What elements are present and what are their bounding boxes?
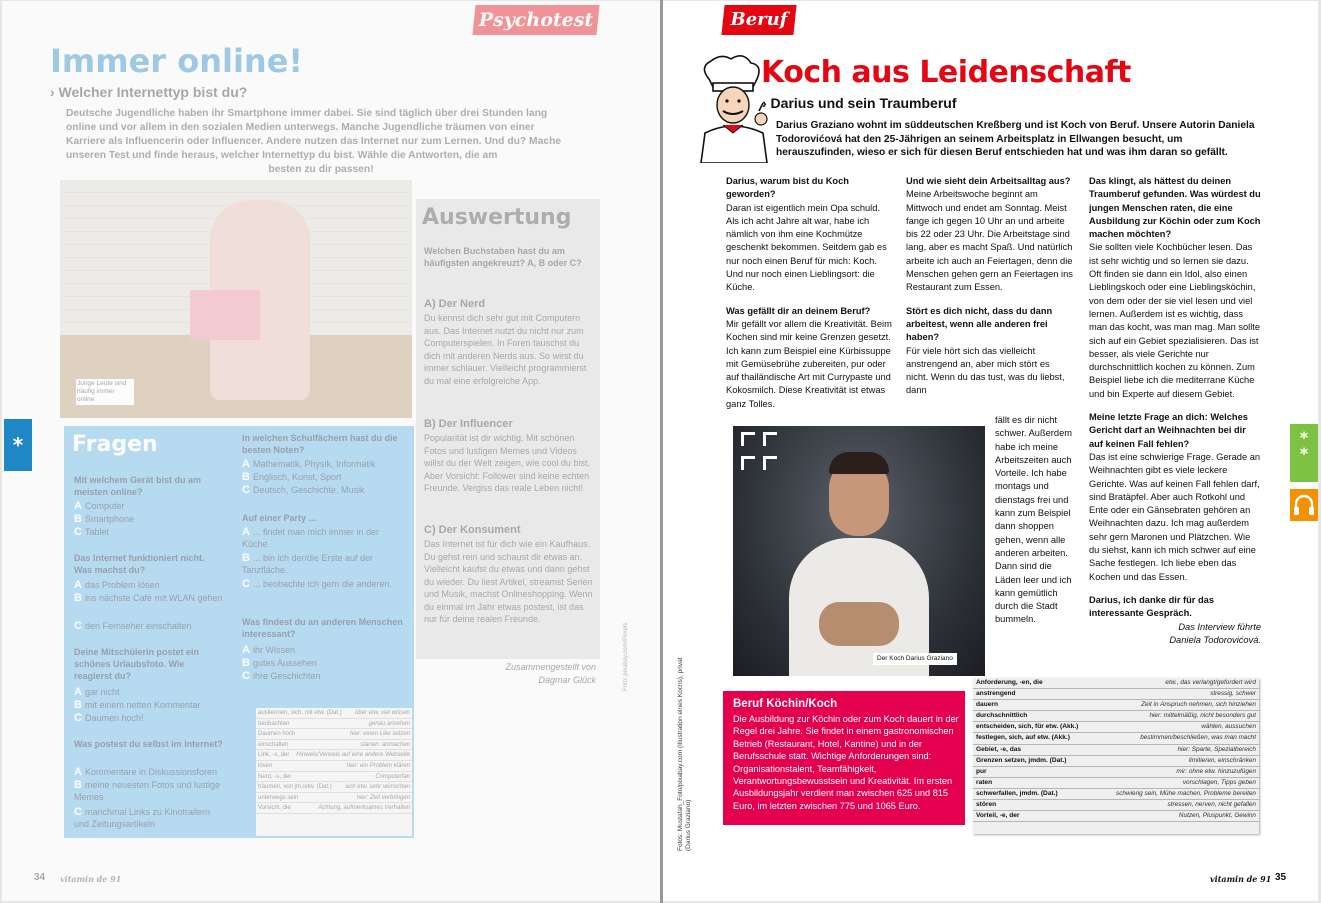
photo-credit: Foto: pixabay.com/Pexels: [623, 622, 629, 691]
auswertung-text: Popularität ist dir wichtig. Mit schönen Fotos und lustigen Memes und Videos willst du der Welt zeigen, wie cool du bist. Aber Vorsicht: Follower sind keine echten Freunde. Vergiss das reale Leben nicht!: [424, 433, 590, 493]
answer-option[interactable]: C manchmal Links zu Kinotrailern und Zeitungsartikeln: [74, 806, 211, 829]
vocab-list-right: [973, 678, 1259, 834]
answer-option[interactable]: A ... findet man mich immer in der Küche.: [242, 526, 379, 549]
interview-answer: Das ist eine schwierige Frage. Gerade an Weihnachten gibt es viele leckere Gerichte. Was auf keinen Fall fehlen darf, sind Bratäpfel. Aber auch Rotkohl und Ente oder ein Gänsebraten gehören an Weihnachten dazu. Ich mag außerdem sehr gern Maronen und Plätzchen. Wie du siehst, kann ich mich schwer auf eine Sache festlegen. Ich liebe eben das Kochen und das Essen.: [1089, 451, 1261, 582]
tab-label: Psychotest: [478, 9, 594, 31]
vocab-row: auskennen, sich, mit etw. (Dat.) über etw. viel wissen: [256, 708, 412, 719]
answer-option[interactable]: B Englisch, Kunst, Sport: [242, 471, 342, 483]
vocab-list-left: [256, 708, 412, 836]
vocab-row: träumen, von jm./etw. (Dat.) sich etw. sehr wünschen: [256, 782, 412, 793]
credit-line: Zusammengestellt von: [505, 662, 596, 672]
answer-option[interactable]: A ihr Wissen: [242, 644, 295, 656]
auswertung-text: Du kennst dich sehr gut mit Computern aus. Das Internet nutzt du nicht nur zum Computerspielen. In Foren tauschst du dich mit anderen Nerds aus. So wirst du immer schlauer. Vielleicht programmierst du mal eine erfolgreiche App.: [424, 313, 587, 386]
green-star-tab[interactable]: [1290, 424, 1318, 482]
photo-caption: Junge Leute sind häufig immer online: [76, 379, 134, 405]
info-box-title: Beruf Köchin/Koch: [733, 698, 838, 710]
vocab-row: Link, -s, der Hinweis/Verweis auf eine andere Webseite: [256, 750, 412, 761]
corner-bracket-icon: [763, 432, 777, 446]
interview-question: Und wie sieht dein Arbeitsalltag aus?: [906, 176, 1071, 186]
article-subtitle: › Darius und sein Traumberuf: [762, 95, 957, 111]
auswertung-box: [416, 199, 600, 659]
vocab-row: lösen hier: ein Problem klären: [256, 761, 412, 772]
vocab-row: beobachten genau ansehen: [256, 719, 412, 730]
vocab-row: Vorsicht, die Achtung, aufmerksames Verhalten: [256, 803, 412, 814]
vocab-row: schwerfallen, jmdm. (Dat.) schwierig sein, Mühe machen, Probleme bereiten: [973, 789, 1259, 800]
question: Was findest du an anderen Menschen interessant?: [242, 617, 403, 639]
question: Auf einer Party ...: [242, 513, 317, 523]
left-page-title: Immer online!: [50, 42, 303, 80]
interview-signature: Das Interview führte: [1178, 621, 1261, 632]
intro-text-end: besten zu dir passen!: [268, 164, 374, 175]
magazine-name: vitamin de 91: [60, 874, 122, 884]
answer-option[interactable]: C Deutsch, Geschichte, Musik: [242, 484, 365, 496]
answer-option[interactable]: B gutes Aussehen: [242, 657, 318, 669]
chef-portrait-photo: [733, 426, 985, 676]
answer-option[interactable]: A Kommentare in Diskussionsforen: [74, 766, 218, 778]
answer-option[interactable]: A gar nicht: [74, 686, 120, 698]
vocab-row: entscheiden, sich, für etw. (Akk.) wählen, aussuchen: [973, 722, 1259, 733]
question: In welchen Schulfächern hast du die besten Noten?: [242, 433, 398, 455]
page-number: 34: [34, 872, 46, 883]
star-tab[interactable]: *: [4, 419, 32, 471]
star-icon: * *: [1299, 428, 1309, 463]
vocab-row: Anforderung, -en, die etw., das verlangt/gefordert wird: [973, 678, 1259, 689]
vocab-row: Daumen hoch hier: einen Like setzen: [256, 729, 412, 740]
interview-column-2-continued: fällt es dir nicht schwer. Außerdem habe ich meine Arbeitszeiten auch Vorteile. Ich habe montags und dienstags frei und kann zum Beispiel dann shoppen gehen, wenn alle anderen arbeiten. Dann sind die Läden leer und ich kann gemütlich durch die Stadt bummeln.: [995, 415, 1072, 625]
answer-option[interactable]: B ... bin ich der/die Erste auf der Tanzfläche.: [242, 552, 374, 575]
interview-answer: Meine Arbeitswoche beginnt am Mittwoch und endet am Sonntag. Meist fange ich gegen 10 Uhr an und arbeite bis 22 oder 23 Uhr. Die Arbeitstage sind lang, aber es macht Spaß. Und natürlich arbeite ich auch an Feiertagen, denn die Menschen gehen gern an Feiertagen ins Restaurant zum Essen.: [906, 189, 1073, 293]
interview-column-1: [726, 175, 894, 411]
article-title: Koch aus Leidenschaft: [761, 55, 1131, 90]
interview-column-2: [906, 175, 1074, 398]
answer-option[interactable]: B ins nächste Café mit WLAN gehen: [74, 592, 223, 604]
left-page-intro: [66, 107, 576, 177]
vocab-row: dauern Zeit in Anspruch nehmen, sich hinziehen: [973, 700, 1259, 711]
vocab-row: Vorteil, -e, der Nutzen, Pluspunkt, Gewinn: [973, 811, 1259, 822]
auswertung-question: Welchen Buchstaben hast du am häufigsten angekreuzt? A, B oder C?: [424, 246, 582, 268]
answer-option[interactable]: B meine neuesten Fotos und lustige Memes: [74, 779, 221, 802]
auswertung-heading: A) Der Nerd: [424, 298, 486, 310]
auswertung-text: Das Internet ist für dich wie ein Kaufhaus. Du gehst rein und schaust dir etwas an. Vielleicht kaufst du etwas und dann gehst du wieder. Du liest Artikel, streamst Serien und Musik, machst Onlineshopping. Wenn du einmal im Jahr etwas postest, ist das nur für deine realen Freunde.: [424, 539, 593, 624]
question: Mit welchem Gerät bist du am meisten online?: [74, 475, 202, 497]
corner-bracket-icon: [741, 432, 755, 446]
section-tab-psychotest: [472, 5, 599, 35]
interview-closing: Darius, ich danke dir für das interessante Gespräch.: [1089, 594, 1215, 619]
vocab-row: anstrengend stressig, schwer: [973, 689, 1259, 700]
tab-label: Beruf: [730, 9, 788, 30]
interview-column-3: [1089, 175, 1261, 647]
magazine-name: vitamin de 91: [1210, 874, 1272, 884]
interview-answer: Für viele hört sich das vielleicht anstrengend an, aber mich stört es nicht. Wenn du das tust, was du liebst, dann: [906, 345, 1065, 396]
chef-illustration-icon: [683, 53, 773, 163]
audio-tab[interactable]: [1290, 489, 1318, 521]
question: Das Internet funktioniert nicht. Was machst du?: [74, 553, 205, 575]
credit-author: Dagmar Glück: [538, 675, 596, 685]
corner-bracket-icon: [763, 456, 777, 470]
vocab-row: raten vorschlagen, Tipps geben: [973, 778, 1259, 789]
answer-option[interactable]: C ... beobachte ich gern die anderen.: [242, 578, 393, 590]
interview-question: Was gefällt dir an deinem Beruf?: [726, 305, 871, 316]
interview-answer: Sie sollten viele Kochbücher lesen. Das ist sehr wichtig und so lernen sie dazu. Oft finden sie dann ein Idol, also einen Lieblingskoch oder eine Lieblingsköchin, von dem oder der sie viel lesen und viel lernen. Außerdem ist es wichtig, dass man das kocht, was man mag. Man sollte sich auf ein Gebiet spezialisieren. Das ist besser, als viele Gerichte nur durchschnittlich kochen zu können. Zum Beispiel liebe ich die mediterrane Küche und bin Experte auf diesem Gebiet.: [1089, 242, 1261, 399]
right-page: [663, 1, 1318, 901]
answer-option[interactable]: C den Fernseher einschalten: [74, 620, 192, 632]
interview-question: Meine letzte Frage an dich: Welches Gericht darf an Weihnachten bei dir auf keinen Fall fehlen?: [1089, 412, 1248, 449]
vocab-row: stören stressen, nerven, nicht gefallen: [973, 800, 1259, 811]
interview-question: Stört es dich nicht, dass du dann arbeitest, wenn alle anderen frei haben?: [906, 305, 1053, 343]
headphones-icon: [1290, 489, 1318, 521]
interview-question: Das klingt, als hättest du deinen Traumberuf gefunden. Was würdest du jungen Menschen raten, die eine Ausbildung zur Köchin oder zum Koch machen möchten?: [1089, 176, 1261, 240]
interview-question: Darius, warum bist du Koch geworden?: [726, 176, 849, 200]
interview-answer: Daran ist eigentlich mein Opa schuld. Als ich acht Jahre alt war, habe ich nämlich von ihm eine Kochmütze geschenkt bekommen. Seitdem gab es nur noch einen Beruf für mich: Koch. Und nur noch einen Lieblingsort: die Küche.: [726, 202, 887, 293]
vocab-row: unterwegs sein hier: Zeit verbringen: [256, 793, 412, 804]
info-box-beruf: [723, 691, 965, 825]
vocab-row: durchschnittlich hier: mittelmäßig, nicht besonders gut: [973, 711, 1259, 722]
answer-option[interactable]: A das Problem lösen: [74, 579, 160, 591]
answer-option[interactable]: B mit einem netten Kommentar: [74, 699, 201, 711]
corner-bracket-icon: [741, 456, 755, 470]
answer-option[interactable]: C Daumen hoch!: [74, 712, 144, 724]
interview-answer: Mir gefällt vor allem die Kreativität. Beim Kochen sind mir keine Grenzen gesetzt. Ich kann zum Beispiel eine Kürbissuppe mit Gemüsebrühe zubereiten, pur oder auf thailändische Art mit Currypaste und Kokosmilch. Diese Kreativität ist etwas ganz Tolles.: [726, 318, 892, 409]
photo-caption: Der Koch Darius Graziano: [873, 653, 957, 665]
auswertung-title: Auswertung: [422, 205, 572, 230]
left-page-subtitle: › Welcher Internettyp bist du?: [50, 84, 248, 100]
section-tab-beruf: [721, 5, 796, 35]
photo-credit: Fotos: Mustafah_Foto/pixabay.com (Illustration eines Kochs), privat (Darius Graziano): [677, 657, 692, 851]
page-number: 35: [1275, 872, 1287, 883]
question: Deine Mitschülerin postet ein schönes Urlaubsfoto. Wie reagierst du?: [74, 647, 200, 681]
question: Was postest du selbst im Internet?: [74, 739, 223, 749]
vocab-row: Nerd, -s, der Computerfan: [256, 772, 412, 783]
answer-option[interactable]: C Tablet: [74, 526, 109, 538]
article-intro: Darius Graziano wohnt im süddeutschen Kreßberg und ist Koch von Beruf. Unsere Autorin Daniela Todorovićová hat den 25-Jährigen an seinem Arbeitsplatz in Ellwangen besucht, um herauszufinden, wieso er sich für diesen Beruf entschieden hat und was ihm daran so gefällt.: [776, 120, 1255, 159]
vocab-row: Grenzen setzen, jmdm. (Dat.) limitieren, einschränken: [973, 756, 1259, 767]
fragen-title: Fragen: [72, 432, 158, 457]
compiled-by: [472, 661, 596, 687]
vocab-row: einschalten starten, anmachen: [256, 740, 412, 751]
auswertung-heading: C) Der Konsument: [424, 524, 521, 536]
answer-option[interactable]: B Smartphone: [74, 513, 134, 525]
vocab-row: pur mir: ohne etw. hinzuzufügen: [973, 767, 1259, 778]
interview-author: Daniela Todorovićová.: [1169, 634, 1261, 645]
vocab-row: Gebiet, -e, das hier: Sparte, Spezialbereich: [973, 745, 1259, 756]
answer-option[interactable]: A Mathematik, Physik, Informatik: [242, 458, 376, 470]
answer-option[interactable]: C ihre Geschichten: [242, 670, 321, 682]
intro-text: Deutsche Jugendliche haben ihr Smartphone immer dabei. Sie sind täglich über drei Stunden lang online und vor allem in den sozialen Medien unterwegs. Manche Jugendliche träumen von einer Karriere als Influencerin oder Influencer. Andere nutzen das Internet nur zum Lernen. Und du? Mache unseren Test und finde heraus, welcher Internettyp du bist. Wähle die Antworten, die am: [66, 108, 562, 161]
left-page: [2, 1, 660, 901]
info-box-text: Die Ausbildung zur Köchin oder zum Koch dauert in der Regel drei Jahre. Sie findet in einem gastronomischen Betrieb (Restaurant, Hotel, Kantine) und in der Berufsschule statt. Wichtige Anforderungen sind: Organisationstalent, Teamfähigkeit, Verantwortungsbewusstsein und Kreativität. Im ersten Ausbildungsjahr verdient man zwischen 625 und 815 Euro, im letzten zwischen 775 und 1065 Euro.: [733, 714, 959, 811]
answer-option[interactable]: A Computer: [74, 500, 125, 512]
vocab-row: festlegen, sich, auf etw. (Akk.) bestimmen/beschließen, was man macht: [973, 733, 1259, 744]
auswertung-heading: B) Der Influencer: [424, 418, 513, 430]
